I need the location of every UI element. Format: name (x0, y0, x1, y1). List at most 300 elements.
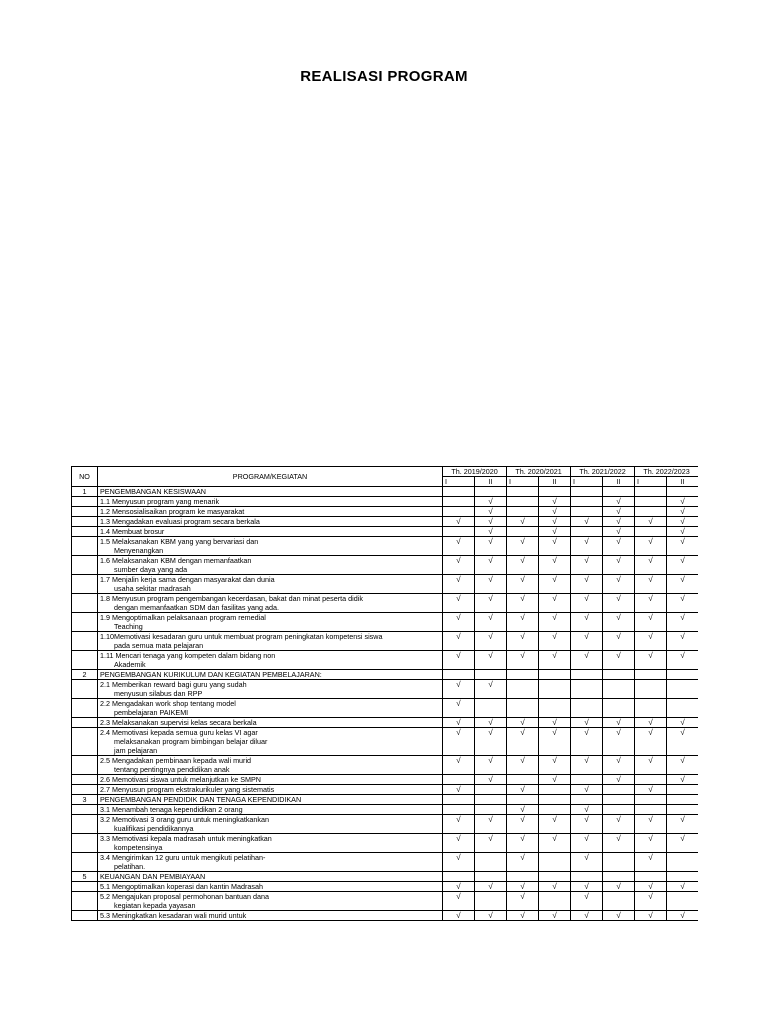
check-mark: √ (443, 517, 475, 527)
program-cell (98, 834, 443, 853)
check-mark: √ (603, 834, 635, 853)
check-mark: √ (539, 775, 571, 785)
check-mark: √ (667, 527, 698, 537)
check-cell (603, 853, 635, 872)
check-cell (507, 680, 539, 699)
check-cell (507, 775, 539, 785)
check-mark: √ (539, 728, 571, 756)
check-cell (603, 680, 635, 699)
check-cell (603, 699, 635, 718)
check-mark: √ (475, 756, 507, 775)
check-cell (443, 497, 475, 507)
check-mark: √ (539, 718, 571, 728)
program-text: 1.8 Menyusun program pengembangan kecerdasan, bakat dan minat peserta didik (100, 594, 363, 603)
row-number-cell (72, 507, 98, 517)
check-mark: √ (539, 594, 571, 613)
check-mark: √ (667, 507, 698, 517)
table-row (72, 853, 699, 872)
semester-header: I (507, 477, 539, 487)
check-mark: √ (539, 527, 571, 537)
check-mark: √ (603, 575, 635, 594)
check-mark: √ (667, 756, 698, 775)
check-mark: √ (667, 882, 698, 892)
check-cell (667, 699, 698, 718)
check-cell (475, 795, 507, 805)
check-mark: √ (667, 632, 698, 651)
row-number-cell (72, 527, 98, 537)
program-text: 2.4 Memotivasi kepada semua guru kelas VI agar (100, 728, 258, 737)
table-row (72, 775, 699, 785)
check-cell (539, 699, 571, 718)
check-mark: √ (507, 815, 539, 834)
table-header-row (72, 467, 699, 477)
program-text: pada semua mata pelajaran (114, 641, 204, 650)
check-mark: √ (507, 728, 539, 756)
program-text: melaksanakan program bimbingan belajar diluar (114, 737, 268, 746)
check-mark: √ (667, 834, 698, 853)
program-text: Akademik (114, 660, 146, 669)
check-cell (635, 507, 667, 517)
check-mark: √ (667, 517, 698, 527)
check-cell (507, 670, 539, 680)
check-mark: √ (507, 651, 539, 670)
check-mark: √ (443, 853, 475, 872)
semester-header: I (571, 477, 603, 487)
program-text: 2.2 Mengadakan work shop tentang model (100, 699, 236, 708)
page-title: REALISASI PROGRAM (300, 68, 468, 85)
program-cell (98, 575, 443, 594)
table-row (72, 497, 699, 507)
check-mark: √ (443, 699, 475, 718)
check-cell (443, 805, 475, 815)
table-row (72, 815, 699, 834)
check-mark: √ (475, 497, 507, 507)
check-cell (475, 670, 507, 680)
check-cell (571, 699, 603, 718)
check-mark: √ (539, 882, 571, 892)
program-text: 1.4 Membuat brosur (100, 527, 165, 536)
check-mark: √ (475, 911, 507, 921)
row-number-cell (72, 497, 98, 507)
check-mark: √ (667, 815, 698, 834)
check-mark: √ (571, 785, 603, 795)
row-number-cell (72, 680, 98, 699)
program-text: 5.2 Mengajukan proposal permohonan bantuan dana (100, 892, 270, 901)
check-mark: √ (539, 497, 571, 507)
check-mark: √ (635, 651, 667, 670)
program-cell (98, 556, 443, 575)
row-number-cell (72, 575, 98, 594)
check-mark: √ (571, 805, 603, 815)
check-mark: √ (571, 556, 603, 575)
program-text: dengan memanfaatkan SDM dan fasilitas yang ada. (114, 603, 280, 612)
check-mark: √ (635, 815, 667, 834)
column-header-no: NO (72, 467, 98, 487)
check-mark: √ (539, 756, 571, 775)
check-cell (539, 795, 571, 805)
program-text: 3.2 Memotivasi 3 orang guru untuk meningkatkankan (100, 815, 270, 824)
check-mark: √ (667, 651, 698, 670)
check-mark: √ (475, 718, 507, 728)
check-mark: √ (443, 785, 475, 795)
check-cell (635, 670, 667, 680)
section-number: 5 (72, 872, 98, 882)
check-cell (507, 699, 539, 718)
program-text: Menyenangkan (114, 546, 164, 555)
check-cell (443, 670, 475, 680)
check-mark: √ (603, 756, 635, 775)
table-row (72, 834, 699, 853)
column-header-program: PROGRAM/KEGIATAN (98, 467, 443, 487)
row-number-cell (72, 805, 98, 815)
check-mark: √ (635, 556, 667, 575)
check-mark: √ (571, 575, 603, 594)
check-mark: √ (475, 815, 507, 834)
check-mark: √ (507, 756, 539, 775)
check-mark: √ (475, 517, 507, 527)
check-mark: √ (667, 613, 698, 632)
check-mark: √ (571, 594, 603, 613)
check-mark: √ (603, 815, 635, 834)
program-cell (98, 892, 443, 911)
check-cell (635, 795, 667, 805)
check-mark: √ (635, 575, 667, 594)
check-mark: √ (507, 882, 539, 892)
check-mark: √ (603, 775, 635, 785)
check-mark: √ (539, 613, 571, 632)
check-mark: √ (571, 892, 603, 911)
check-mark: √ (507, 805, 539, 815)
check-cell (539, 872, 571, 882)
check-mark: √ (475, 594, 507, 613)
check-mark: √ (443, 594, 475, 613)
program-text: 1.2 Mensosialisaikan program ke masyarakat (100, 507, 245, 516)
table-row (72, 651, 699, 670)
program-text: 2.6 Memotivasi siswa untuk melanjutkan ke SMPN (100, 775, 261, 784)
check-cell (603, 670, 635, 680)
check-mark: √ (539, 911, 571, 921)
table-row (72, 594, 699, 613)
check-mark: √ (443, 718, 475, 728)
check-mark: √ (603, 507, 635, 517)
program-cell (98, 728, 443, 756)
check-mark: √ (443, 632, 475, 651)
check-mark: √ (603, 537, 635, 556)
check-mark: √ (475, 728, 507, 756)
check-cell (603, 795, 635, 805)
check-mark: √ (443, 728, 475, 756)
check-cell (571, 872, 603, 882)
check-cell (539, 892, 571, 911)
check-mark: √ (667, 728, 698, 756)
program-table (71, 466, 698, 921)
semester-header: II (603, 477, 635, 487)
program-text: 5.3 Meningkatkan kesadaran wali murid untuk (100, 911, 247, 920)
program-text: 3.4 Mengirimkan 12 guru untuk mengikuti pelatihan- (100, 853, 266, 862)
program-cell (98, 775, 443, 785)
check-mark: √ (635, 594, 667, 613)
program-text: 2.1 Memberikan reward bagi guru yang sudah (100, 680, 247, 689)
check-mark: √ (635, 632, 667, 651)
program-text: kegiatan kepada yayasan (114, 901, 196, 910)
program-cell (98, 911, 443, 921)
check-mark: √ (507, 517, 539, 527)
check-cell (667, 853, 698, 872)
check-cell (475, 487, 507, 497)
semester-header: I (443, 477, 475, 487)
check-mark: √ (635, 537, 667, 556)
row-number-cell (72, 613, 98, 632)
check-mark: √ (443, 911, 475, 921)
check-cell (635, 805, 667, 815)
semester-header: I (635, 477, 667, 487)
program-cell (98, 537, 443, 556)
check-cell (635, 497, 667, 507)
check-mark: √ (603, 517, 635, 527)
check-cell (667, 795, 698, 805)
check-cell (603, 805, 635, 815)
check-mark: √ (539, 507, 571, 517)
check-mark: √ (603, 911, 635, 921)
check-cell (571, 795, 603, 805)
row-number-cell (72, 815, 98, 834)
check-mark: √ (475, 680, 507, 699)
program-table-container (71, 466, 698, 930)
check-mark: √ (571, 728, 603, 756)
check-cell (635, 775, 667, 785)
check-mark: √ (507, 575, 539, 594)
table-row (72, 756, 699, 775)
check-mark: √ (475, 834, 507, 853)
check-mark: √ (475, 882, 507, 892)
table-row (72, 892, 699, 911)
program-text: Teaching (114, 622, 143, 631)
check-cell (603, 872, 635, 882)
check-mark: √ (539, 556, 571, 575)
check-cell (507, 795, 539, 805)
row-number-cell (72, 882, 98, 892)
program-text: 1.11 Mencari tenaga yang kompeten dalam bidang non (100, 651, 276, 660)
program-cell (98, 527, 443, 537)
check-cell (571, 497, 603, 507)
section-header-row (72, 487, 699, 497)
section-title: PENGEMBANGAN PENDIDIK DAN TENAGA KEPENDIDIKAN (98, 795, 443, 805)
check-cell (539, 487, 571, 497)
check-mark: √ (635, 517, 667, 527)
table-row (72, 699, 699, 718)
check-mark: √ (443, 815, 475, 834)
check-cell (603, 892, 635, 911)
check-cell (635, 487, 667, 497)
check-mark: √ (539, 537, 571, 556)
check-cell (635, 527, 667, 537)
check-cell (571, 670, 603, 680)
program-text: 2.3 Melaksanakan supervisi kelas secara berkala (100, 718, 257, 727)
section-number: 1 (72, 487, 98, 497)
check-mark: √ (603, 728, 635, 756)
check-mark: √ (635, 853, 667, 872)
check-cell (667, 670, 698, 680)
check-mark: √ (507, 594, 539, 613)
check-mark: √ (475, 537, 507, 556)
check-mark: √ (475, 556, 507, 575)
section-header-row (72, 795, 699, 805)
check-cell (475, 892, 507, 911)
table-row (72, 680, 699, 699)
program-cell (98, 594, 443, 613)
check-mark: √ (603, 718, 635, 728)
check-cell (667, 680, 698, 699)
row-number-cell (72, 756, 98, 775)
check-mark: √ (667, 556, 698, 575)
check-mark: √ (603, 527, 635, 537)
check-cell (667, 785, 698, 795)
row-number-cell (72, 892, 98, 911)
section-header-row (72, 670, 699, 680)
program-cell (98, 756, 443, 775)
program-cell (98, 497, 443, 507)
program-cell (98, 882, 443, 892)
check-mark: √ (475, 527, 507, 537)
row-number-cell (72, 834, 98, 853)
check-cell (571, 527, 603, 537)
check-mark: √ (443, 575, 475, 594)
check-mark: √ (475, 775, 507, 785)
check-cell (603, 487, 635, 497)
check-mark: √ (571, 651, 603, 670)
table-row (72, 805, 699, 815)
check-mark: √ (507, 556, 539, 575)
check-mark: √ (635, 728, 667, 756)
check-mark: √ (571, 517, 603, 527)
check-cell (507, 527, 539, 537)
table-row (72, 507, 699, 517)
row-number-cell (72, 728, 98, 756)
table-row (72, 556, 699, 575)
check-mark: √ (603, 632, 635, 651)
check-mark: √ (507, 892, 539, 911)
table-row (72, 517, 699, 527)
section-title: KEUANGAN DAN PEMBIAYAAN (98, 872, 443, 882)
program-cell (98, 699, 443, 718)
check-cell (475, 872, 507, 882)
check-cell (635, 680, 667, 699)
table-row (72, 527, 699, 537)
column-header-year: Th. 2022/2023 (635, 467, 698, 477)
check-mark: √ (443, 756, 475, 775)
check-mark: √ (507, 853, 539, 872)
check-mark: √ (475, 613, 507, 632)
check-mark: √ (539, 834, 571, 853)
check-cell (507, 497, 539, 507)
check-mark: √ (443, 651, 475, 670)
column-header-year: Th. 2021/2022 (571, 467, 635, 477)
check-mark: √ (443, 834, 475, 853)
semester-header: II (539, 477, 571, 487)
table-row (72, 537, 699, 556)
row-number-cell (72, 517, 98, 527)
check-cell (667, 487, 698, 497)
program-text: 1.5 Melaksanakan KBM yang yang bervariasi dan (100, 537, 259, 546)
check-cell (443, 487, 475, 497)
check-mark: √ (635, 911, 667, 921)
row-number-cell (72, 556, 98, 575)
program-cell (98, 517, 443, 527)
section-number: 3 (72, 795, 98, 805)
row-number-cell (72, 853, 98, 872)
check-mark: √ (443, 556, 475, 575)
check-mark: √ (507, 718, 539, 728)
check-mark: √ (635, 882, 667, 892)
check-mark: √ (571, 613, 603, 632)
check-cell (475, 853, 507, 872)
check-cell (539, 680, 571, 699)
check-cell (443, 872, 475, 882)
row-number-cell (72, 632, 98, 651)
program-cell (98, 718, 443, 728)
check-cell (539, 670, 571, 680)
column-header-year: Th. 2020/2021 (507, 467, 571, 477)
check-mark: √ (635, 834, 667, 853)
check-mark: √ (507, 613, 539, 632)
program-text: usaha sekitar madrasah (114, 584, 191, 593)
check-mark: √ (635, 756, 667, 775)
section-number: 2 (72, 670, 98, 680)
check-mark: √ (635, 785, 667, 795)
table-body (72, 487, 699, 921)
check-cell (443, 527, 475, 537)
semester-header: II (475, 477, 507, 487)
check-cell (443, 775, 475, 785)
check-mark: √ (539, 651, 571, 670)
table-row (72, 785, 699, 795)
check-mark: √ (507, 537, 539, 556)
column-header-year: Th. 2019/2020 (443, 467, 507, 477)
check-mark: √ (635, 892, 667, 911)
table-row (72, 728, 699, 756)
row-number-cell (72, 785, 98, 795)
program-text: pembelajaran PAIKEMI (114, 708, 189, 717)
check-mark: √ (475, 575, 507, 594)
check-mark: √ (603, 613, 635, 632)
check-cell (539, 805, 571, 815)
program-text: 2.5 Mengadakan pembinaan kepada wali murid (100, 756, 252, 765)
check-mark: √ (571, 815, 603, 834)
check-cell (539, 785, 571, 795)
check-mark: √ (667, 594, 698, 613)
check-mark: √ (539, 815, 571, 834)
check-cell (667, 892, 698, 911)
check-mark: √ (667, 911, 698, 921)
program-text: tentang pentingnya pendidikan anak (114, 765, 230, 774)
program-cell (98, 853, 443, 872)
check-cell (635, 872, 667, 882)
program-text: 1.1 Menyusun program yang menarik (100, 497, 220, 506)
check-mark: √ (539, 632, 571, 651)
check-mark: √ (571, 834, 603, 853)
check-mark: √ (667, 718, 698, 728)
section-title: PENGEMBANGAN KURIKULUM DAN KEGIATAN PEMBELAJARAN: (98, 670, 443, 680)
program-cell (98, 613, 443, 632)
program-text: 1.7 Menjalin kerja sama dengan masyarakat dan dunia (100, 575, 275, 584)
row-number-cell (72, 699, 98, 718)
check-cell (667, 872, 698, 882)
check-mark: √ (571, 718, 603, 728)
check-mark: √ (475, 651, 507, 670)
check-cell (571, 487, 603, 497)
row-number-cell (72, 594, 98, 613)
check-cell (475, 699, 507, 718)
